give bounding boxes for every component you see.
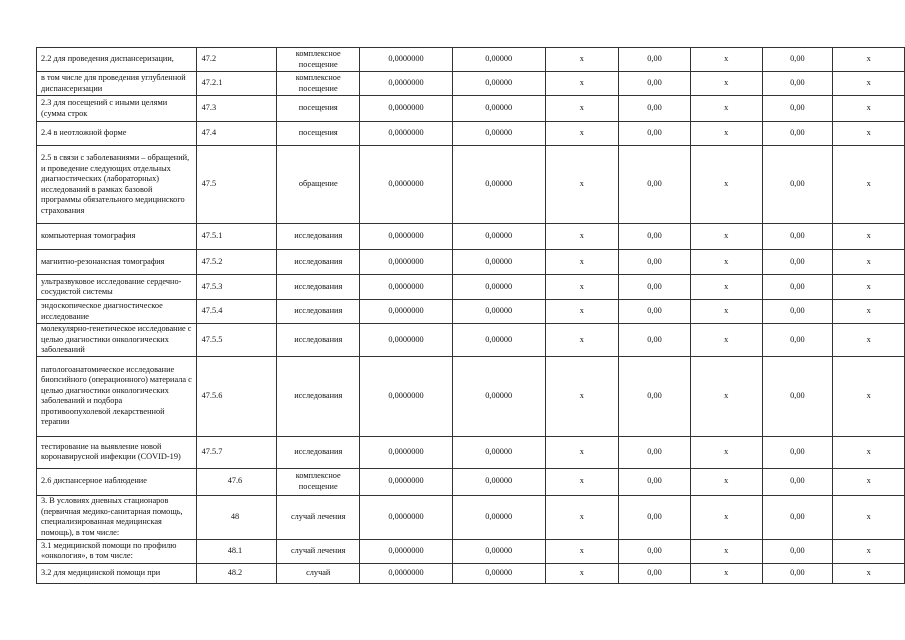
row-value-1: 0,0000000 (360, 436, 453, 468)
row-value-2: 0,00000 (452, 324, 545, 357)
table-row (37, 48, 905, 72)
row-value-6: 0,00 (762, 275, 833, 300)
row-code: 48.1 (196, 539, 277, 563)
row-mark-5: x (690, 563, 762, 583)
row-mark-5: x (690, 250, 762, 275)
table-row (37, 436, 905, 468)
row-unit: случай лечения (277, 495, 360, 539)
row-value-1: 0,0000000 (360, 495, 453, 539)
row-value-6: 0,00 (762, 250, 833, 275)
row-name: 3.2 для медицинской помощи при (37, 563, 197, 583)
row-value-6: 0,00 (762, 146, 833, 224)
row-value-1: 0,0000000 (360, 146, 453, 224)
row-mark-7: x (833, 224, 905, 250)
row-value-6: 0,00 (762, 495, 833, 539)
row-mark-3: x (545, 146, 619, 224)
row-mark-5: x (690, 122, 762, 146)
row-code: 47.5.4 (196, 300, 277, 324)
row-mark-3: x (545, 122, 619, 146)
row-value-6: 0,00 (762, 324, 833, 357)
row-name: 2.5 в связи с заболеваниями – обращений, и проведение следующих отдельных диагностических (лабораторных) исследований в рамках базовой программы обязательного медицинского страхования (37, 146, 197, 224)
row-unit: исследования (277, 275, 360, 300)
row-value-2: 0,00000 (452, 356, 545, 436)
row-code: 47.5.1 (196, 224, 277, 250)
row-value-1: 0,0000000 (360, 72, 453, 96)
row-code: 47.5.2 (196, 250, 277, 275)
row-value-4: 0,00 (619, 324, 691, 357)
row-mark-7: x (833, 96, 905, 122)
row-mark-3: x (545, 563, 619, 583)
row-mark-7: x (833, 563, 905, 583)
row-value-6: 0,00 (762, 122, 833, 146)
row-value-2: 0,00000 (452, 275, 545, 300)
row-unit: посещения (277, 96, 360, 122)
row-unit: случай лечения (277, 539, 360, 563)
row-mark-5: x (690, 224, 762, 250)
row-value-2: 0,00000 (452, 224, 545, 250)
row-name: компьютерная томография (37, 224, 197, 250)
row-mark-3: x (545, 96, 619, 122)
row-mark-7: x (833, 72, 905, 96)
row-value-1: 0,0000000 (360, 96, 453, 122)
row-code: 48.2 (196, 563, 277, 583)
row-unit: исследования (277, 224, 360, 250)
row-value-1: 0,0000000 (360, 539, 453, 563)
row-value-6: 0,00 (762, 539, 833, 563)
row-mark-5: x (690, 275, 762, 300)
row-unit: комплексное посещение (277, 72, 360, 96)
row-mark-3: x (545, 250, 619, 275)
row-value-2: 0,00000 (452, 250, 545, 275)
row-mark-7: x (833, 495, 905, 539)
row-value-1: 0,0000000 (360, 275, 453, 300)
row-value-2: 0,00000 (452, 436, 545, 468)
row-value-2: 0,00000 (452, 539, 545, 563)
row-mark-7: x (833, 468, 905, 495)
row-name: магнитно-резонансная томография (37, 250, 197, 275)
row-value-2: 0,00000 (452, 122, 545, 146)
row-value-4: 0,00 (619, 250, 691, 275)
row-mark-5: x (690, 146, 762, 224)
row-mark-7: x (833, 48, 905, 72)
row-mark-7: x (833, 539, 905, 563)
row-value-2: 0,00000 (452, 468, 545, 495)
row-name: в том числе для проведения углубленной диспансеризации (37, 72, 197, 96)
row-value-4: 0,00 (619, 96, 691, 122)
row-value-2: 0,00000 (452, 72, 545, 96)
table-row (37, 224, 905, 250)
table-row (37, 539, 905, 563)
row-value-6: 0,00 (762, 300, 833, 324)
row-mark-3: x (545, 468, 619, 495)
row-value-4: 0,00 (619, 539, 691, 563)
row-mark-7: x (833, 436, 905, 468)
row-code: 47.6 (196, 468, 277, 495)
table-row (37, 72, 905, 96)
row-mark-5: x (690, 468, 762, 495)
row-value-4: 0,00 (619, 300, 691, 324)
row-mark-5: x (690, 72, 762, 96)
row-mark-7: x (833, 250, 905, 275)
row-mark-7: x (833, 122, 905, 146)
row-unit: случай (277, 563, 360, 583)
row-value-1: 0,0000000 (360, 48, 453, 72)
row-unit: исследования (277, 324, 360, 357)
table-row (37, 468, 905, 495)
row-name: тестирование на выявление новой коронавирусной инфекции (COVID-19) (37, 436, 197, 468)
row-value-4: 0,00 (619, 468, 691, 495)
row-unit: комплексное посещение (277, 48, 360, 72)
row-value-1: 0,0000000 (360, 300, 453, 324)
row-code: 48 (196, 495, 277, 539)
table-row (37, 495, 905, 539)
row-value-6: 0,00 (762, 48, 833, 72)
row-mark-5: x (690, 539, 762, 563)
row-unit: исследования (277, 250, 360, 275)
row-name: 2.6 диспансерное наблюдение (37, 468, 197, 495)
row-mark-3: x (545, 356, 619, 436)
row-name: 2.3 для посещений с иными целями (сумма строк (37, 96, 197, 122)
table-row (37, 122, 905, 146)
row-unit: исследования (277, 300, 360, 324)
row-value-1: 0,0000000 (360, 468, 453, 495)
row-mark-5: x (690, 356, 762, 436)
row-code: 47.5.6 (196, 356, 277, 436)
row-mark-7: x (833, 324, 905, 357)
row-mark-5: x (690, 48, 762, 72)
table-row (37, 146, 905, 224)
row-mark-7: x (833, 146, 905, 224)
row-value-6: 0,00 (762, 224, 833, 250)
row-code: 47.2 (196, 48, 277, 72)
row-unit: исследования (277, 436, 360, 468)
row-value-2: 0,00000 (452, 96, 545, 122)
row-value-2: 0,00000 (452, 495, 545, 539)
row-value-4: 0,00 (619, 122, 691, 146)
row-code: 47.5 (196, 146, 277, 224)
row-mark-5: x (690, 495, 762, 539)
row-unit: комплексное посещение (277, 468, 360, 495)
row-name: 2.2 для проведения диспансеризации, (37, 48, 197, 72)
row-mark-5: x (690, 324, 762, 357)
row-value-1: 0,0000000 (360, 122, 453, 146)
row-value-4: 0,00 (619, 356, 691, 436)
table-row (37, 300, 905, 324)
row-value-6: 0,00 (762, 468, 833, 495)
row-value-4: 0,00 (619, 48, 691, 72)
row-mark-5: x (690, 436, 762, 468)
row-code: 47.3 (196, 96, 277, 122)
row-value-1: 0,0000000 (360, 356, 453, 436)
row-name: 3.1 медицинской помощи по профилю «онкология», в том числе: (37, 539, 197, 563)
row-value-1: 0,0000000 (360, 563, 453, 583)
row-code: 47.5.3 (196, 275, 277, 300)
table-row (37, 563, 905, 583)
row-value-2: 0,00000 (452, 146, 545, 224)
row-value-2: 0,00000 (452, 563, 545, 583)
row-name: 2.4 в неотложной форме (37, 122, 197, 146)
row-unit: посещения (277, 122, 360, 146)
row-mark-7: x (833, 275, 905, 300)
row-value-1: 0,0000000 (360, 324, 453, 357)
row-value-4: 0,00 (619, 275, 691, 300)
row-mark-3: x (545, 48, 619, 72)
row-name: молекулярно-генетическое исследование с целью диагностики онкологических заболеваний (37, 324, 197, 357)
row-value-4: 0,00 (619, 224, 691, 250)
row-code: 47.5.5 (196, 324, 277, 357)
row-mark-3: x (545, 72, 619, 96)
data-table (36, 47, 905, 584)
row-value-4: 0,00 (619, 563, 691, 583)
row-name: 3. В условиях дневных стационаров (первичная медико-санитарная помощь, специализированная медицинская помощь), в том числе: (37, 495, 197, 539)
row-name: патологоанатомическое исследование биопсийного (операционного) материала с целью диагностики онкологических заболеваний и подбора противоопухолевой лекарственной терапии (37, 356, 197, 436)
table-row (37, 275, 905, 300)
row-code: 47.5.7 (196, 436, 277, 468)
row-value-4: 0,00 (619, 436, 691, 468)
row-mark-5: x (690, 96, 762, 122)
row-unit: обращение (277, 146, 360, 224)
row-mark-3: x (545, 275, 619, 300)
row-mark-3: x (545, 300, 619, 324)
table-row (37, 96, 905, 122)
row-mark-3: x (545, 436, 619, 468)
row-mark-3: x (545, 495, 619, 539)
row-value-4: 0,00 (619, 146, 691, 224)
row-value-2: 0,00000 (452, 300, 545, 324)
table-row (37, 356, 905, 436)
table-body (37, 48, 905, 584)
row-value-6: 0,00 (762, 563, 833, 583)
row-value-2: 0,00000 (452, 48, 545, 72)
table-row (37, 324, 905, 357)
row-value-4: 0,00 (619, 72, 691, 96)
row-value-6: 0,00 (762, 96, 833, 122)
row-code: 47.4 (196, 122, 277, 146)
row-mark-7: x (833, 356, 905, 436)
table-row (37, 250, 905, 275)
row-name: ультразвуковое исследование сердечно-сосудистой системы (37, 275, 197, 300)
row-value-6: 0,00 (762, 436, 833, 468)
row-mark-3: x (545, 539, 619, 563)
row-mark-7: x (833, 300, 905, 324)
row-code: 47.2.1 (196, 72, 277, 96)
row-value-6: 0,00 (762, 356, 833, 436)
row-value-1: 0,0000000 (360, 224, 453, 250)
row-name: эндоскопическое диагностическое исследование (37, 300, 197, 324)
row-value-1: 0,0000000 (360, 250, 453, 275)
row-mark-3: x (545, 224, 619, 250)
row-mark-3: x (545, 324, 619, 357)
row-unit: исследования (277, 356, 360, 436)
row-mark-5: x (690, 300, 762, 324)
row-value-6: 0,00 (762, 72, 833, 96)
row-value-4: 0,00 (619, 495, 691, 539)
